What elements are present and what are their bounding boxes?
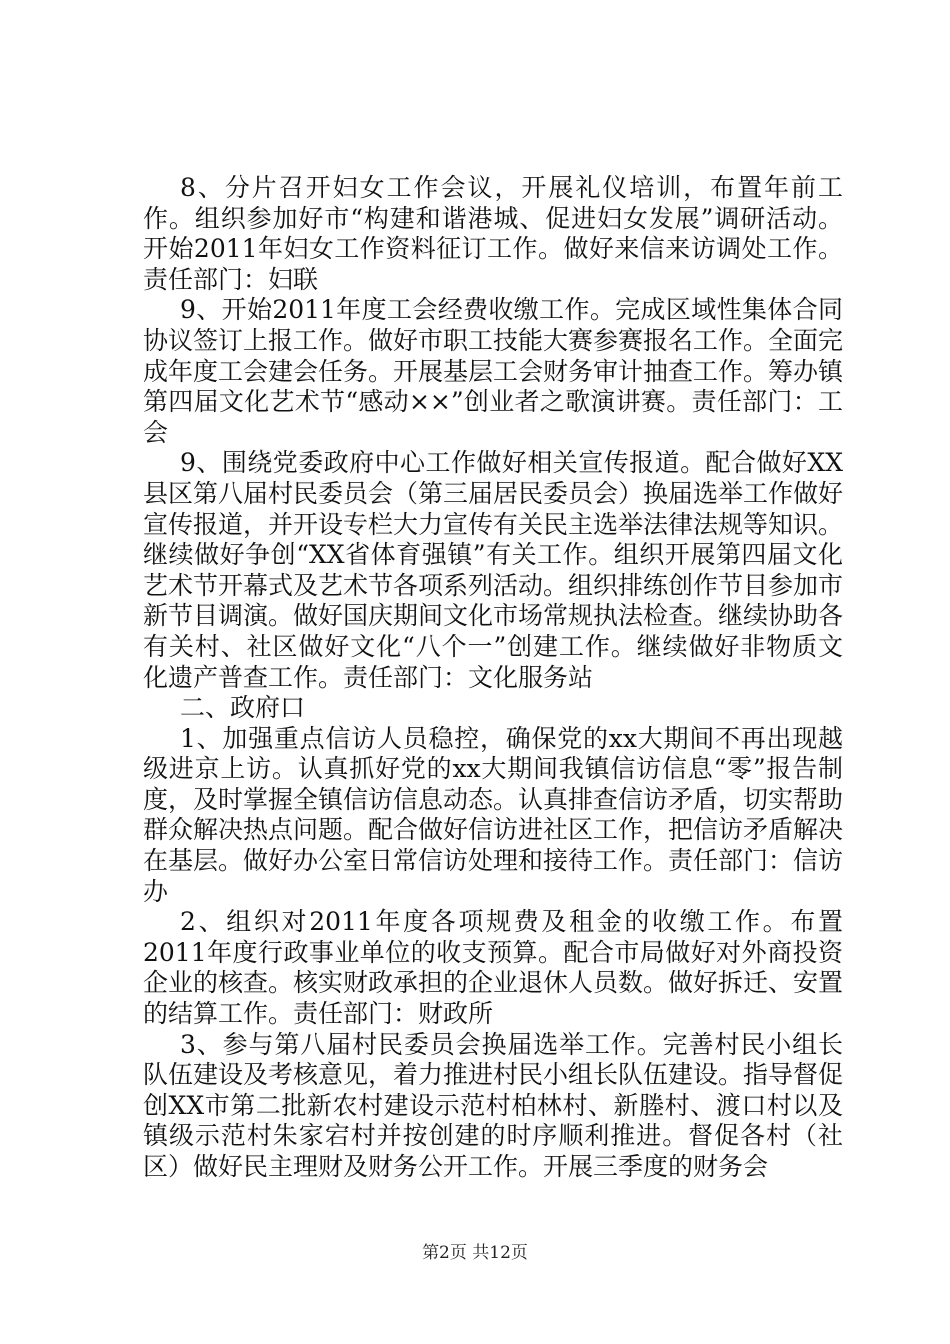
paragraph-petition-office: 1、加强重点信访人员稳控，确保党的xx大期间不再出现越级进京上访。认真抓好党的xx大期间我镇信访信息“零”报告制度，及时掌握全镇信访信息动态。认真排查信访矛盾，切实帮助群众解决热点问题。配合做好信访进社区工作，把信访矛盾解决在基层。做好办公室日常信访处理和接待工作。责任部门：信访办 [143,723,844,906]
paragraph-culture-station: 9、围绕党委政府中心工作做好相关宣传报道。配合做好XX县区第八届村民委员会（第三届居民委员会）换届选举工作做好宣传报道，并开设专栏大力宣传有关民主选举法律法规等知识。继续做好争创“XX省体育强镇”有关工作。组织开展第四届文化艺术节开幕式及艺术节各项系列活动。组织排练创作节目参加市新节目调演。做好国庆期间文化市场常规执法检查。继续协助各有关村、社区做好文化“八个一”创建工作。继续做好非物质文化遗产普查工作。责任部门：文化服务站 [143,448,844,692]
section-heading-government: 二、政府口 [180,693,306,723]
paragraph-finance-office: 2、组织对2011年度各项规费及租金的收缴工作。布置2011年度行政事业单位的收支预算。配合市局做好对外商投资企业的核查。核实财政承担的企业退休人员数。做好拆迁、安置的结算工作。责任部门：财政所 [143,907,844,1029]
document-body [143,173,843,1183]
paragraph-womens-federation: 8、分片召开妇女工作会议，开展礼仪培训，布置年前工作。组织参加好市“构建和谐港城、促进妇女发展”调研活动。开始2011年妇女工作资料征订工作。做好来信来访调处工作。责任部门：妇联 [143,173,843,294]
paragraph-trade-union: 9、开始2011年度工会经费收缴工作。完成区域性集体合同协议签订上报工作。做好市职工技能大赛参赛报名工作。全面完成年度工会建会任务。开展基层工会财务审计抽查工作。筹办镇第四届文化艺术节“感动××”创业者之歌演讲赛。责任部门：工会 [143,295,844,447]
paragraph-village-election: 3、参与第八届村民委员会换届选举工作。完善村民小组长队伍建设及考核意见，着力推进村民小组长队伍建设。指导督促创XX市第二批新农村建设示范村柏林村、新塍村、渡口村以及镇级示范村朱家宕村并按创建的时序顺利推进。督促各村（社区）做好民主理财及财务公开工作。开展三季度的财务会 [143,1029,844,1181]
page-number-footer: 第2页 共12页 [422,1243,528,1263]
